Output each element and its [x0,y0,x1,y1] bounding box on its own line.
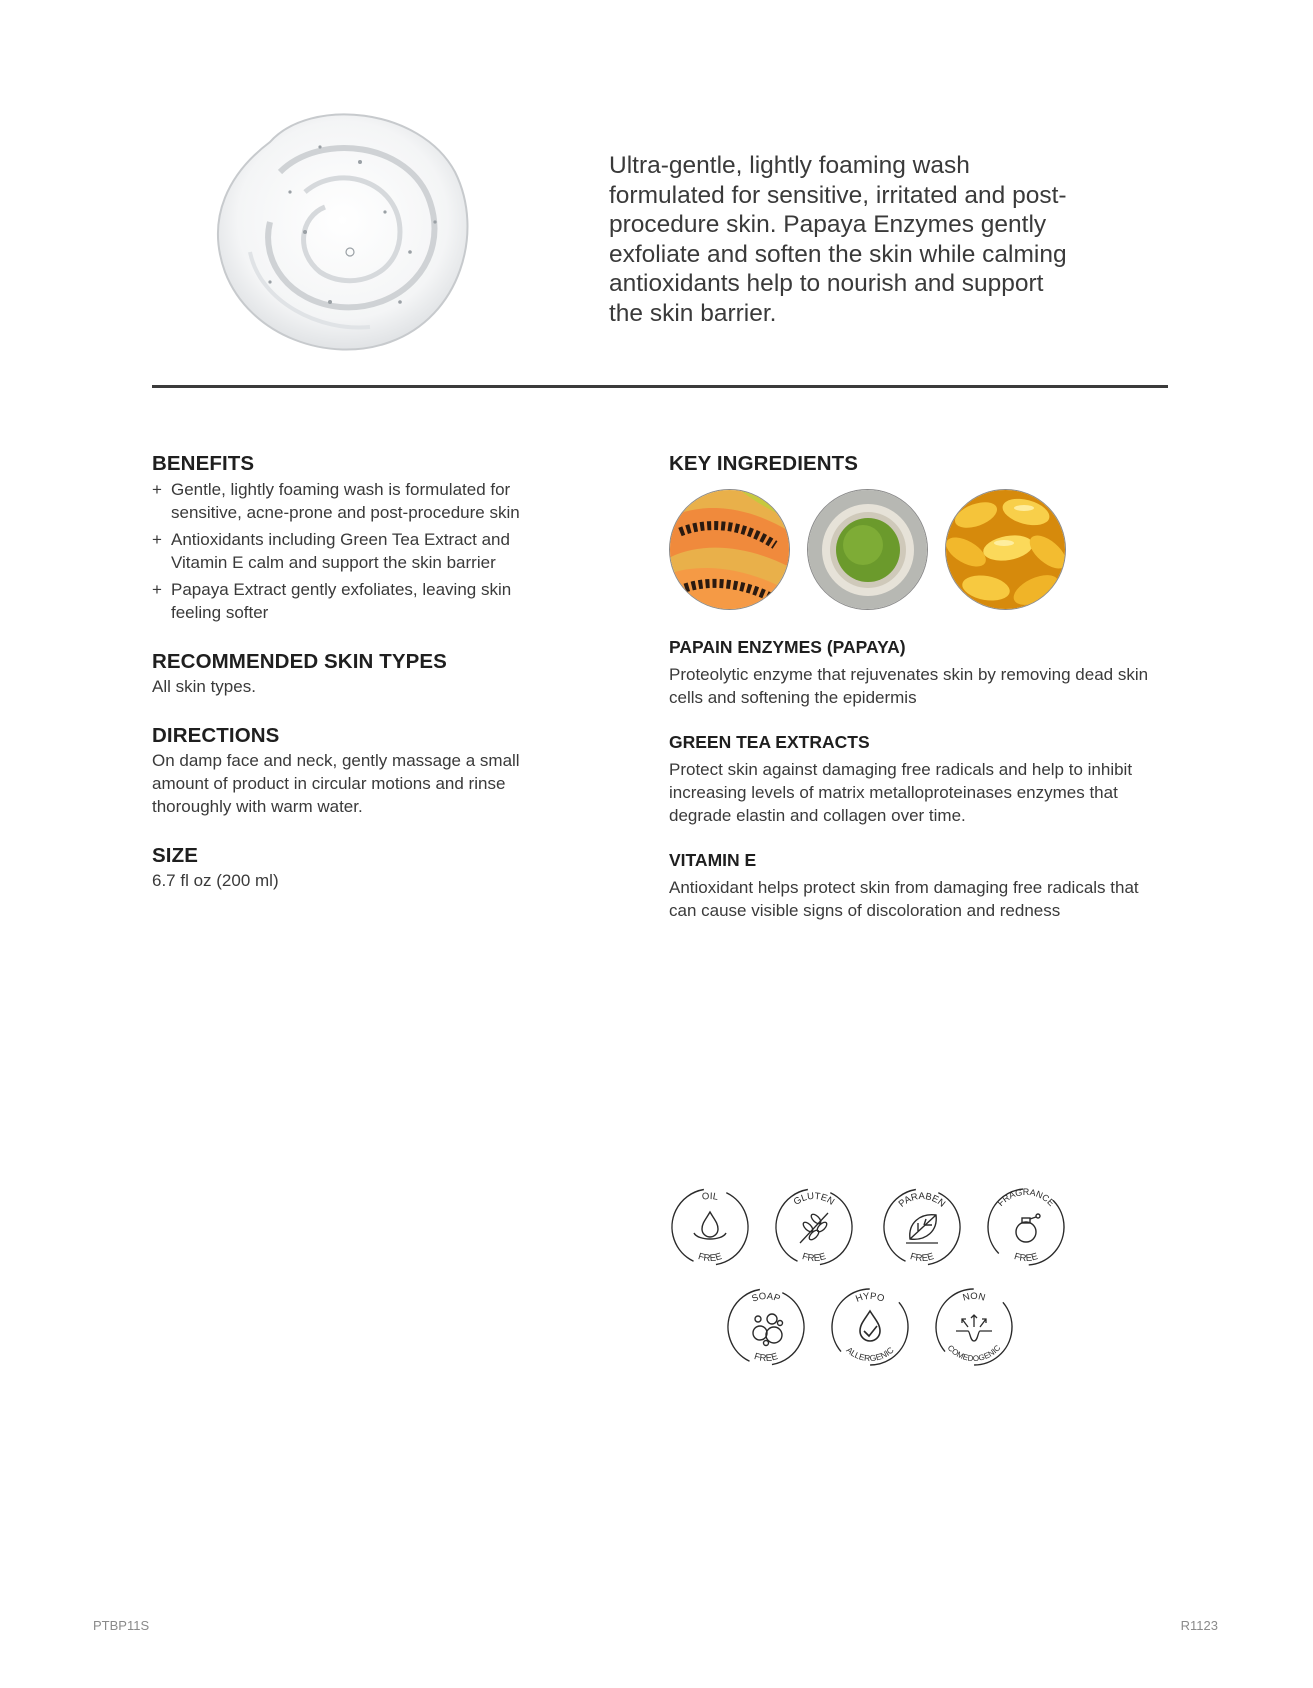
ingredient-green-tea [669,731,1169,827]
svg-text:NON [962,1291,987,1304]
badge-top-label: NON [961,1291,987,1304]
badge-bottom-label: FREE [908,1251,936,1265]
benefits-list [152,478,552,624]
badge-bottom-label: FREE [1012,1251,1040,1265]
badge-top-label: FRAGRANCE [995,1187,1057,1209]
svg-text:FREE [753,1351,779,1364]
gluten-free-badge [772,1185,856,1269]
size-section [152,844,552,892]
list-item: + Antioxidants including Green Tea Extract and Vitamin E calm and support the skin barrier [152,530,510,572]
ingredient-papain [669,636,1169,709]
divider [152,385,1168,388]
svg-text:GLUTEN [792,1191,837,1208]
badge-bottom-label: FREE [696,1251,724,1265]
size-text: 6.7 fl oz (200 ml) [152,871,279,890]
key-ingredients-heading: KEY INGREDIENTS [669,452,859,475]
svg-text:SOAP [750,1291,781,1305]
ingredient-name: VITAMIN E [669,850,757,870]
svg-text:OIL [701,1191,719,1203]
badge-bottom-label: COMEDOGENIC [945,1343,1003,1364]
svg-text:FREE [909,1251,935,1264]
ingredient-description: Antioxidant helps protect skin from damaging free radicals that can cause visible signs of discoloration and redness [669,878,1139,920]
ingredient-name: GREEN TEA EXTRACTS [669,732,870,752]
soap-free-badge [724,1285,808,1369]
list-item: + Gentle, lightly foaming wash is formulated for sensitive, acne-prone and post-procedure skin [152,480,520,522]
leaf-icon [906,1215,938,1243]
paraben-free-badge [880,1185,964,1269]
svg-text:HYPO [854,1291,886,1305]
skin-types-text: All skin types. [152,677,256,696]
badge-bottom-label: FREE [752,1351,780,1365]
badge-top-label: HYPO [854,1290,886,1305]
ingredient-vitamin-e [669,849,1169,922]
directions-text: On damp face and neck, gently massage a small amount of product in circular motions and rinse thoroughly with warm water. [152,751,520,816]
footer-code-right: R1123 [1180,1618,1218,1633]
badge-top-label: OIL [701,1190,720,1203]
fragrance-free-badge [984,1185,1068,1269]
badge-bottom-label: FREE [800,1251,828,1265]
ingredient-name: PAPAIN ENZYMES (PAPAYA) [669,637,906,657]
hypoallergenic-badge [828,1285,912,1369]
oil-free-badge [668,1185,752,1269]
non-comedogenic-badge [932,1285,1016,1369]
ingredient-photos [669,489,1169,610]
certification-badges [668,1185,1078,1385]
svg-text:FRAGRANCE [995,1187,1056,1208]
badge-bottom-label: ALLERGENIC [844,1344,896,1364]
oil-drop-icon [694,1212,726,1239]
svg-text:FREE [697,1251,723,1264]
bubbles-icon [753,1314,783,1346]
list-item: + Papaya Extract gently exfoliates, leaving skin feeling softer [152,580,512,622]
check-drop-icon [860,1311,880,1341]
badge-top-label: GLUTEN [791,1190,837,1208]
product-intro: Ultra-gentle, lightly foaming wash formulated for sensitive, irritated and post-procedure skin. Papaya Enzymes gently exfoliate and soften the skin while calming antioxidants help to nourish and support the skin barrier. [609,152,1067,327]
papaya-photo [669,489,790,610]
badge-top-label: SOAP [750,1290,782,1305]
benefits-heading: BENEFITS [152,452,255,475]
benefits-section [152,452,552,624]
svg-text:FREE [1013,1251,1039,1264]
ingredient-description: Proteolytic enzyme that rejuvenates skin by removing dead skin cells and softening the epidermis [669,665,1149,707]
left-column [152,452,552,918]
green-tea-photo [807,489,928,610]
footer-code-left: PTBP11S [93,1618,150,1633]
svg-text:FREE [801,1251,827,1264]
perfume-bottle-icon [1016,1214,1040,1242]
ingredient-description: Protect skin against damaging free radicals and help to inhibit increasing levels of matrix metalloproteinases enzymes that degrade elastin and collagen over time. [669,760,1133,825]
wheat-icon [800,1213,828,1243]
pore-arrows-icon [956,1315,992,1341]
key-ingredients-section [669,452,1169,944]
directions-heading: DIRECTIONS [152,724,280,747]
badge-top-label: PARABEN [896,1190,948,1210]
gel-texture-image [210,102,480,362]
skin-types-section [152,650,552,698]
directions-section [152,724,552,818]
skin-types-heading: RECOMMENDED SKIN TYPES [152,650,447,673]
vitamin-e-capsules-photo [945,489,1066,610]
size-heading: SIZE [152,844,198,867]
